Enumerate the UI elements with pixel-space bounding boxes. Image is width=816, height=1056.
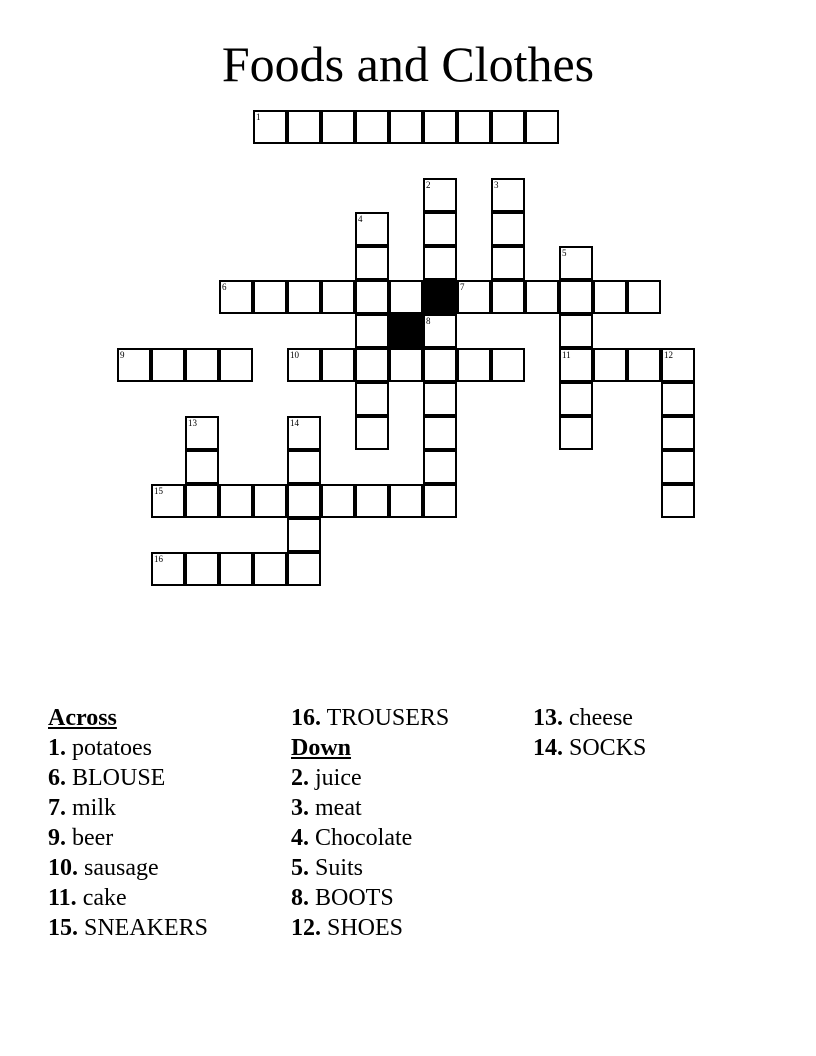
clue-number: 10 (290, 350, 299, 360)
grid-cell[interactable] (185, 450, 219, 484)
clue-across-16: 16. TROUSERS (291, 705, 450, 731)
grid-cell[interactable] (423, 110, 457, 144)
grid-cell[interactable] (525, 110, 559, 144)
clue-number: 15 (154, 486, 163, 496)
grid-cell[interactable] (389, 280, 423, 314)
grid-cell[interactable] (185, 348, 219, 382)
grid-cell[interactable] (627, 348, 661, 382)
grid-cell[interactable] (423, 382, 457, 416)
grid-cell[interactable] (355, 348, 389, 382)
grid-cell[interactable] (593, 280, 627, 314)
grid-cell-15[interactable] (151, 484, 185, 518)
grid-cell-10[interactable] (287, 348, 321, 382)
grid-cell-6[interactable] (219, 280, 253, 314)
grid-cell-8[interactable] (423, 314, 457, 348)
clue-down-3: 3. meat (291, 795, 362, 821)
grid-cell[interactable] (355, 314, 389, 348)
grid-cell[interactable] (287, 552, 321, 586)
clue-down-12: 12. SHOES (291, 915, 404, 941)
grid-cell[interactable] (321, 484, 355, 518)
grid-cell[interactable] (661, 450, 695, 484)
grid-cell[interactable] (287, 450, 321, 484)
grid-cell-14[interactable] (287, 416, 321, 450)
clue-across-9: 9. beer (48, 825, 114, 851)
clue-column-3 (533, 703, 773, 763)
clue-down-2: 2. juice (291, 765, 362, 791)
clue-number: 5 (562, 248, 567, 258)
grid-cell[interactable] (219, 484, 253, 518)
grid-cell[interactable] (627, 280, 661, 314)
grid-cell-11[interactable] (559, 348, 593, 382)
clue-number: 1 (256, 112, 261, 122)
grid-cell-1[interactable] (253, 110, 287, 144)
clue-across-6: 6. BLOUSE (48, 765, 166, 791)
clue-column-1 (48, 703, 288, 943)
grid-cell[interactable] (423, 416, 457, 450)
grid-cell[interactable] (389, 348, 423, 382)
clue-down-4: 4. Chocolate (291, 825, 413, 851)
across-heading: Across (48, 705, 117, 731)
grid-cell[interactable] (287, 518, 321, 552)
grid-cell[interactable] (389, 110, 423, 144)
clue-number: 2 (426, 180, 431, 190)
grid-cell[interactable] (491, 246, 525, 280)
clue-across-11: 11. cake (48, 885, 127, 911)
grid-cell[interactable] (355, 110, 389, 144)
clue-number: 4 (358, 214, 363, 224)
grid-cell[interactable] (559, 382, 593, 416)
grid-cell[interactable] (457, 110, 491, 144)
grid-cell[interactable] (491, 280, 525, 314)
grid-cell[interactable] (355, 382, 389, 416)
grid-cell[interactable] (593, 348, 627, 382)
grid-cell[interactable] (423, 484, 457, 518)
grid-cell[interactable] (423, 212, 457, 246)
clue-number: 7 (460, 282, 465, 292)
grid-cell-12[interactable] (661, 348, 695, 382)
clue-number: 12 (664, 350, 673, 360)
grid-cell[interactable] (525, 280, 559, 314)
grid-cell[interactable] (321, 280, 355, 314)
grid-cell-16[interactable] (151, 552, 185, 586)
grid-cell[interactable] (253, 484, 287, 518)
clue-number: 16 (154, 554, 163, 564)
clue-number: 11 (562, 350, 571, 360)
grid-cell[interactable] (457, 348, 491, 382)
grid-cell[interactable] (661, 382, 695, 416)
grid-cell-9[interactable] (117, 348, 151, 382)
grid-cell[interactable] (355, 484, 389, 518)
grid-cell-7[interactable] (457, 280, 491, 314)
grid-cell[interactable] (253, 552, 287, 586)
grid-cell[interactable] (219, 348, 253, 382)
clue-number: 3 (494, 180, 499, 190)
grid-cell[interactable] (491, 348, 525, 382)
black-square (389, 314, 423, 348)
grid-cell[interactable] (151, 348, 185, 382)
grid-cell[interactable] (423, 246, 457, 280)
black-square (423, 280, 457, 314)
grid-cell[interactable] (219, 552, 253, 586)
grid-cell[interactable] (423, 450, 457, 484)
grid-cell[interactable] (287, 280, 321, 314)
grid-cell[interactable] (355, 246, 389, 280)
grid-cell[interactable] (321, 348, 355, 382)
clue-down-13: 13. cheese (533, 705, 633, 731)
grid-cell[interactable] (321, 110, 355, 144)
grid-cell[interactable] (355, 416, 389, 450)
grid-cell[interactable] (287, 484, 321, 518)
clue-column-2 (291, 703, 531, 943)
grid-cell[interactable] (355, 280, 389, 314)
clue-number: 13 (188, 418, 197, 428)
clue-down-8: 8. BOOTS (291, 885, 394, 911)
grid-cell[interactable] (661, 484, 695, 518)
clue-across-7: 7. milk (48, 795, 117, 821)
grid-cell[interactable] (423, 348, 457, 382)
grid-cell-5[interactable] (559, 246, 593, 280)
grid-cell[interactable] (559, 416, 593, 450)
clue-number: 8 (426, 316, 431, 326)
grid-cell[interactable] (559, 314, 593, 348)
grid-cell[interactable] (491, 212, 525, 246)
grid-cell[interactable] (185, 484, 219, 518)
grid-cell[interactable] (661, 416, 695, 450)
grid-cell-2[interactable] (423, 178, 457, 212)
grid-cell[interactable] (185, 552, 219, 586)
clue-number: 14 (290, 418, 299, 428)
clue-down-5: 5. Suits (291, 855, 364, 881)
clue-across-10: 10. sausage (48, 855, 159, 881)
clue-number: 9 (120, 350, 125, 360)
grid-cell[interactable] (287, 110, 321, 144)
grid-cell-4[interactable] (355, 212, 389, 246)
clue-across-15: 15. SNEAKERS (48, 915, 209, 941)
clue-number: 6 (222, 282, 227, 292)
clue-down-14: 14. SOCKS (533, 735, 647, 761)
grid-cell[interactable] (559, 280, 593, 314)
grid-cell[interactable] (253, 280, 287, 314)
grid-cell[interactable] (491, 110, 525, 144)
grid-cell-3[interactable] (491, 178, 525, 212)
puzzle-title: Foods and Clothes (221, 36, 595, 92)
grid-cell[interactable] (389, 484, 423, 518)
down-heading: Down (291, 735, 352, 761)
clue-across-1: 1. potatoes (48, 735, 152, 761)
grid-cell-13[interactable] (185, 416, 219, 450)
